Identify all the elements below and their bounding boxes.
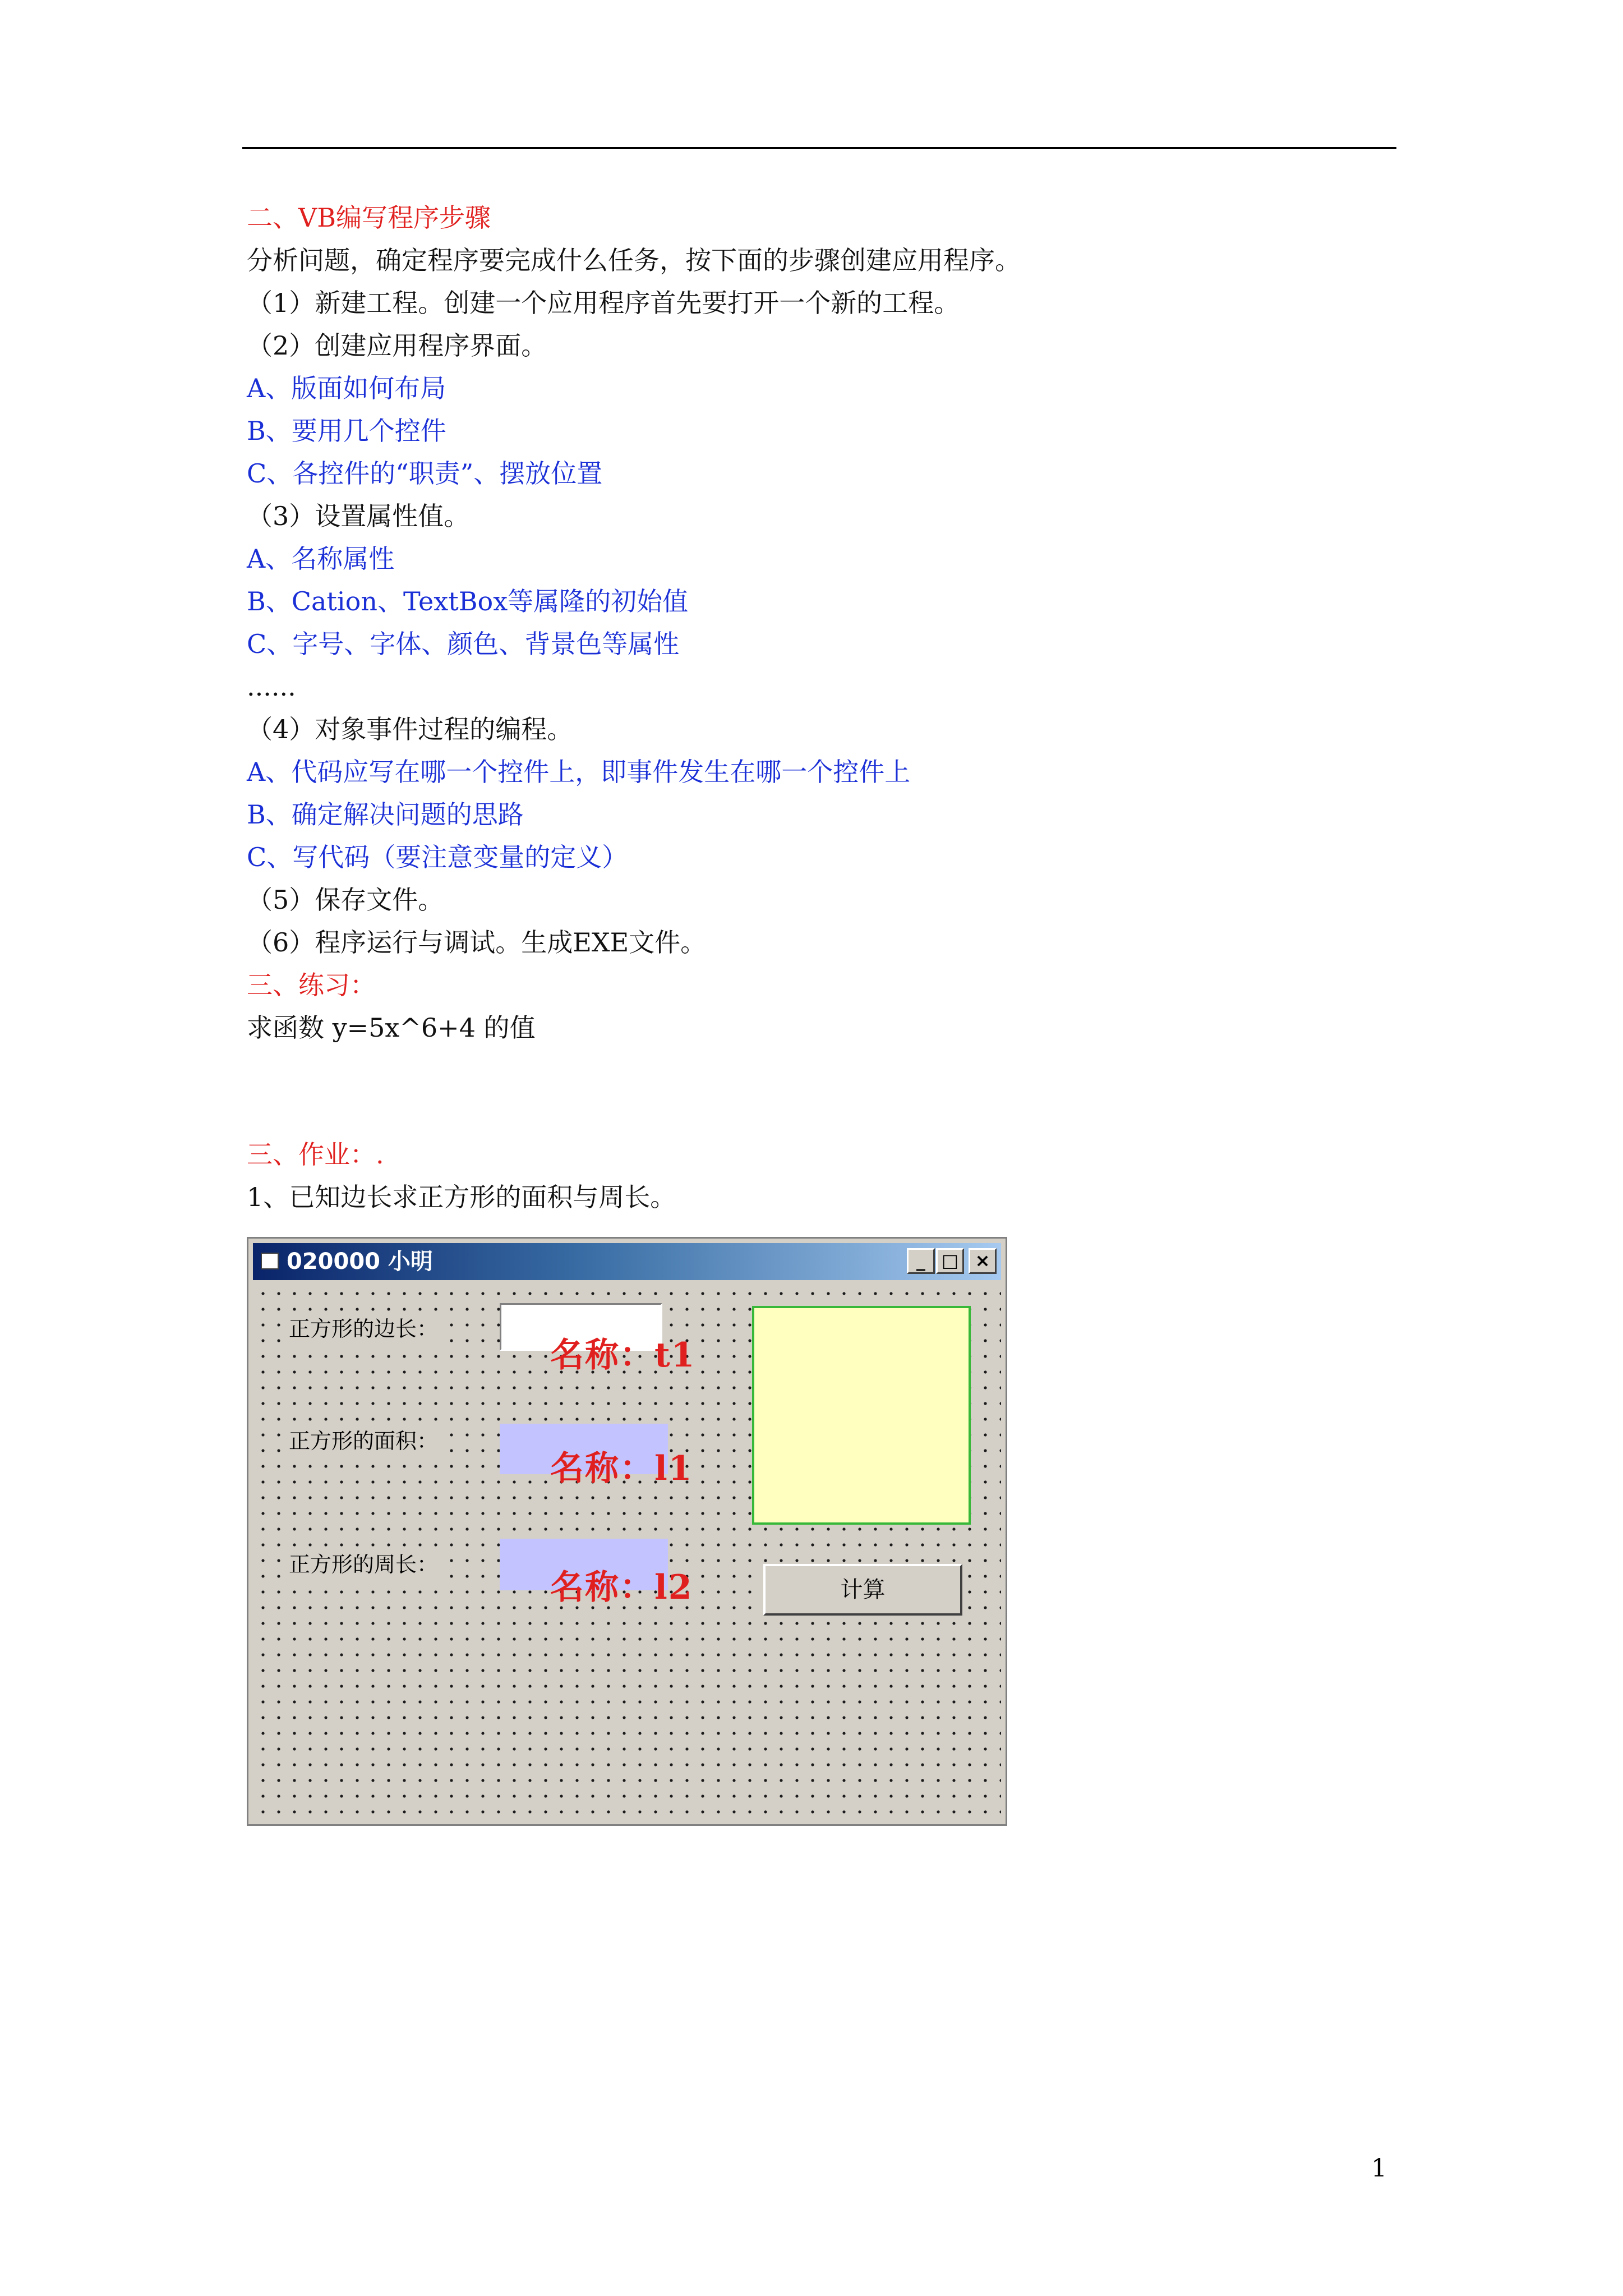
sub-item: B、确定解决问题的思路 [247,799,524,830]
section-heading: 二、VB编写程序步骤 [247,203,491,233]
sub-item: A、名称属性 [247,544,395,574]
step-item: （1）新建工程。创建一个应用程序首先要打开一个新的工程。 [247,288,960,318]
homework-item: 1、已知边长求正方形的面积与周长。 [247,1182,676,1212]
exercise-text: 求函数 y=5x^6+4 的值 [247,1013,536,1043]
name-annotation-l1: 名称：l1 [550,1449,693,1488]
window-titlebar[interactable] [253,1243,1001,1280]
vb-form-window [247,1237,1007,1826]
section-heading: 三、练习： [247,970,376,1000]
step-item: （5）保存文件。 [247,885,444,915]
name-annotation-l2: 名称：l2 [550,1568,693,1607]
step-item: （4）对象事件过程的编程。 [247,714,573,744]
sub-item: C、写代码（要注意变量的定义） [247,842,628,872]
document-body [247,196,1402,1218]
page-number: 1 [1371,2154,1387,2183]
form-design-grid [253,1283,1001,1820]
paragraph: 分析问题，确定程序要完成什么任务，按下面的步骤创建应用程序。 [247,245,1021,275]
form-icon [261,1253,279,1269]
label-side-length: 正方形的边长： [287,1312,440,1342]
sub-item: B、Cation、TextBox等属隆的初始值 [247,586,689,616]
window-title: 020000 小明 [287,1249,433,1274]
sub-item: A、代码应写在哪一个控件上，即事件发生在哪一个控件上 [247,757,911,787]
label-area: 正方形的面积： [287,1424,440,1455]
step-item: （6）程序运行与调试。生成EXE文件。 [247,927,707,958]
maximize-button[interactable]: □ [936,1248,964,1274]
close-button[interactable]: × [969,1248,997,1274]
header-rule [242,147,1396,149]
name-annotation-t1: 名称：t1 [550,1336,696,1375]
sub-item: C、字号、字体、颜色、背景色等属性 [247,629,680,659]
step-item: （2）创建应用程序界面。 [247,330,547,361]
homework-heading: 三、作业：. [247,1139,384,1170]
calculate-button[interactable]: 计算 [763,1564,962,1616]
step-item: （3）设置属性值。 [247,501,470,531]
ellipsis-line: ...... [247,671,296,702]
sub-item: B、要用几个控件 [247,416,446,446]
sub-item: A、版面如何布局 [247,373,446,403]
label-perimeter: 正方形的周长： [287,1547,440,1578]
minimize-button[interactable]: _ [907,1248,935,1274]
sub-item: C、各控件的“职责”、摆放位置 [247,458,603,489]
result-panel [752,1306,971,1525]
